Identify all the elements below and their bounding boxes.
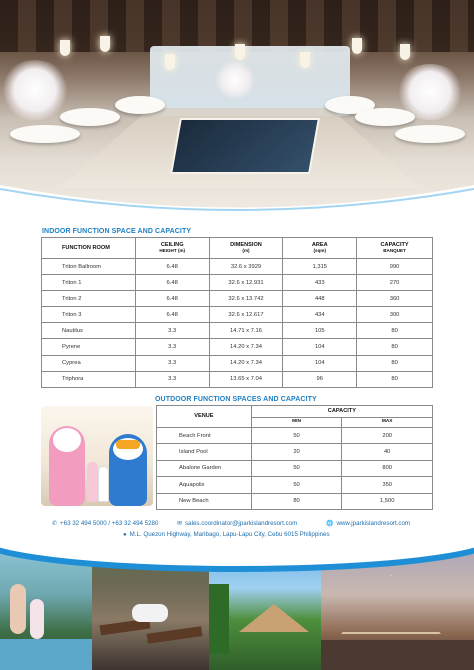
- venue-name: Aquapolis: [157, 477, 252, 493]
- capacity: 270: [357, 275, 433, 291]
- max-capacity: 1,500: [342, 493, 433, 509]
- table-header-row: [157, 406, 433, 418]
- wave-divider: [0, 175, 474, 215]
- dimension: 32.6 x 3929: [209, 259, 283, 275]
- chandelier: [235, 44, 245, 60]
- palm-tree: [209, 584, 229, 654]
- terrace-deck: [321, 640, 474, 670]
- location-pin-icon: ●: [123, 532, 127, 538]
- ballroom-photo: [0, 0, 474, 215]
- dimension: 32.6 x 12.931: [209, 275, 283, 291]
- table-row: [42, 355, 433, 371]
- dimension: 14.20 x 7.34: [209, 355, 283, 371]
- ceiling-height: 3.3: [135, 355, 209, 371]
- header-dimension: DIMENSION (m): [209, 238, 283, 259]
- person: [30, 599, 44, 639]
- person: [132, 604, 168, 622]
- venue-name: Beach Front: [157, 428, 252, 444]
- chandelier: [400, 44, 410, 60]
- outdoor-capacity-table: [156, 405, 433, 510]
- room-name: Pyrene: [42, 339, 136, 355]
- header-ceiling: CEILING HEIGHT (m): [135, 238, 209, 259]
- contact-email[interactable]: [177, 520, 297, 527]
- min-capacity: 50: [251, 477, 342, 493]
- pool-water: [0, 639, 92, 670]
- dimension: 13.65 x 7.04: [209, 371, 283, 387]
- phone-number: +63 32 494 5000 / +63 32 494 5280: [60, 520, 159, 527]
- area: 1,315: [283, 259, 357, 275]
- chandelier: [165, 54, 175, 70]
- banquet-table: [395, 125, 465, 143]
- table-row: [42, 291, 433, 307]
- area: 434: [283, 307, 357, 323]
- contact-website[interactable]: [326, 520, 410, 527]
- mascots-photo: [41, 406, 153, 506]
- area: 448: [283, 291, 357, 307]
- person: [10, 584, 26, 634]
- resort-photo-strip: [0, 544, 474, 670]
- table-row: [157, 477, 433, 493]
- max-capacity: 350: [342, 477, 433, 493]
- indoor-section-title: INDOOR FUNCTION SPACE AND CAPACITY: [42, 228, 192, 235]
- room-name: Triton Ballroom: [42, 259, 136, 275]
- header-venue: VENUE: [157, 406, 252, 428]
- capacity: 360: [357, 291, 433, 307]
- ceiling-height: 6.48: [135, 275, 209, 291]
- lounger: [147, 626, 203, 644]
- indoor-capacity-table: [41, 237, 433, 388]
- table-row: [157, 428, 433, 444]
- table-row: [157, 493, 433, 509]
- table-row: [42, 371, 433, 387]
- flower-arrangement: [0, 60, 70, 120]
- email-address: sales.coordinator@jparkislandresort.com: [185, 520, 298, 527]
- table-header-row: [42, 238, 433, 259]
- mail-icon: ✉: [177, 521, 183, 527]
- chandelier: [352, 38, 362, 54]
- room-name: Cyprea: [42, 355, 136, 371]
- ceiling-height: 6.48: [135, 259, 209, 275]
- capacity: 80: [357, 371, 433, 387]
- venue-name: New Beach: [157, 493, 252, 509]
- ceiling-height: 3.3: [135, 339, 209, 355]
- penguin-goggles: [116, 440, 140, 449]
- area: 96: [283, 371, 357, 387]
- canopy-structure: [341, 574, 441, 634]
- contact-address: [123, 531, 330, 538]
- address-text: M.L. Quezon Highway, Maribago, Lapu-Lapu City, Cebu 6015 Philippines: [129, 531, 330, 538]
- website-url: www.jparkislandresort.com: [336, 520, 411, 527]
- outdoor-section-title: OUTDOOR FUNCTION SPACES AND CAPACITY: [155, 396, 317, 403]
- ceiling-height: 3.3: [135, 323, 209, 339]
- min-capacity: 80: [251, 493, 342, 509]
- room-name: Triton 1: [42, 275, 136, 291]
- table-row: [42, 259, 433, 275]
- header-min: MIN: [251, 418, 342, 428]
- dimension: 32.6 x 12.617: [209, 307, 283, 323]
- min-capacity: 50: [251, 460, 342, 476]
- banquet-table: [355, 108, 415, 126]
- dance-floor: [170, 118, 320, 174]
- dimension: 32.6 x 13.742: [209, 291, 283, 307]
- capacity: 300: [357, 307, 433, 323]
- venue-name: Island Pool: [157, 444, 252, 460]
- area: 104: [283, 355, 357, 371]
- child: [87, 462, 98, 502]
- area: 105: [283, 323, 357, 339]
- contact-phone[interactable]: [52, 520, 158, 527]
- max-capacity: 200: [342, 428, 433, 444]
- banquet-table: [10, 125, 80, 143]
- capacity: 990: [357, 259, 433, 275]
- header-area: AREA (sqm): [283, 238, 357, 259]
- phone-icon: ✆: [52, 521, 58, 527]
- room-name: Triphora: [42, 371, 136, 387]
- ceiling-height: 3.3: [135, 371, 209, 387]
- table-row: [42, 275, 433, 291]
- child: [98, 466, 109, 502]
- table-row: [42, 307, 433, 323]
- capacity: 80: [357, 339, 433, 355]
- header-capacity: CAPACITY: [251, 406, 432, 418]
- max-capacity: 40: [342, 444, 433, 460]
- table-row: [42, 323, 433, 339]
- venue-name: Abalone Garden: [157, 460, 252, 476]
- chandelier: [60, 40, 70, 56]
- area: 104: [283, 339, 357, 355]
- min-capacity: 20: [251, 444, 342, 460]
- header-capacity: CAPACITY BANQUET: [357, 238, 433, 259]
- capacity: 80: [357, 355, 433, 371]
- max-capacity: 800: [342, 460, 433, 476]
- flower-arrangement: [215, 60, 255, 100]
- table-row: [42, 339, 433, 355]
- banquet-table: [60, 108, 120, 126]
- room-name: Triton 3: [42, 307, 136, 323]
- room-name: Nautilus: [42, 323, 136, 339]
- banquet-table: [115, 96, 165, 114]
- header-function-room: FUNCTION ROOM: [42, 238, 136, 259]
- capacity: 80: [357, 323, 433, 339]
- table-row: [157, 460, 433, 476]
- ceiling-height: 6.48: [135, 307, 209, 323]
- dimension: 14.71 x 7.16: [209, 323, 283, 339]
- chandelier: [100, 36, 110, 52]
- pavilion-roof: [239, 604, 309, 632]
- min-capacity: 50: [251, 428, 342, 444]
- pink-mascot-face: [53, 428, 81, 452]
- header-max: MAX: [342, 418, 433, 428]
- room-name: Triton 2: [42, 291, 136, 307]
- table-row: [157, 444, 433, 460]
- dimension: 14.20 x 7.34: [209, 339, 283, 355]
- area: 433: [283, 275, 357, 291]
- chandelier: [300, 52, 310, 68]
- globe-icon: 🌐: [326, 521, 334, 527]
- family-pool-photo: [0, 544, 92, 670]
- ceiling-height: 6.48: [135, 291, 209, 307]
